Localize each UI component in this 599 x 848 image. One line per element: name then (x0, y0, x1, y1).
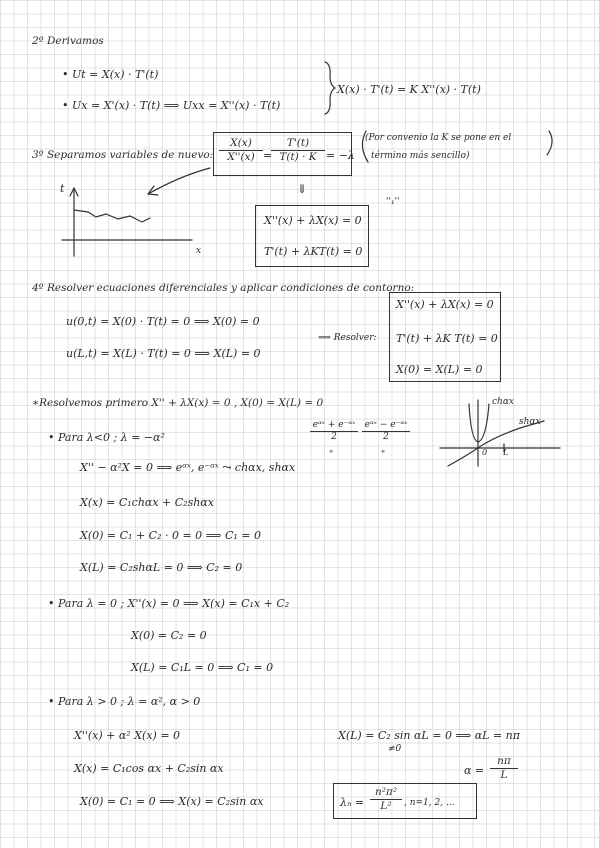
graph-label-sinh: shαx (519, 417, 541, 427)
separation-frac-right: $\frac{T'(t)}{T(t) \cdot K}$ (271, 137, 325, 164)
alpha-lhs: α = (464, 764, 485, 777)
temporal-equation: T'(t) + λKT(t) = 0 (264, 245, 363, 258)
equals-sign: = (263, 149, 273, 162)
graph-sinh-curve (448, 421, 544, 466)
problem-eq-2: T'(t) + λK T(t) = 0 (396, 332, 498, 345)
down-arrow-icon: ⇓ (297, 182, 308, 196)
boundary-condition-2: u(L,t) = X(L) · T(t) = 0 ⟹ X(L) = 0 (66, 347, 261, 360)
boundary-condition-1: u(0,t) = X(0) · T(t) = 0 ⟹ X(0) = 0 (66, 315, 260, 328)
lambda-n-range: , n=1, 2, ... (404, 798, 455, 808)
lambda-n-lhs: λₙ = (340, 796, 365, 809)
sketch-solution-curve (74, 210, 150, 222)
step2-result: X(x) · T'(t) = K X''(x) · T(t) (337, 83, 481, 96)
problem-eq-3: X(0) = X(L) = 0 (396, 363, 483, 376)
case3-line1: X''(x) + α² X(x) = 0 (74, 729, 181, 742)
cosh-definition: eᵅˣ + e⁻ᵅˣ 2 (310, 420, 358, 444)
case3-line2: X(x) = C₁cos αx + C₂sin αx (74, 762, 224, 775)
case3-label: • Para λ > 0 ; λ = α², α > 0 (48, 695, 201, 708)
case2-label: • Para λ = 0 ; X''(x) = 0 ⟹ X(x) = C₁x + C₂ (48, 597, 290, 610)
step2-line2: • Ux = X'(x) · T(t) ⟹ Uxx = X''(x) · T(t) (62, 99, 281, 112)
alpha-fraction: $\frac{n\pi}{L}$ (490, 755, 518, 782)
resolver-label: ⟹ Resolver: (318, 333, 377, 343)
case1-label: • Para λ<0 ; λ = −α² (48, 431, 165, 444)
case1-line4: X(L) = C₂shαL = 0 ⟹ C₂ = 0 (80, 561, 243, 574)
scribble-mark: ''₁'' (386, 197, 400, 207)
case3-right-line1: X(L) = C₂ sin αL = 0 ⟹ αL = nπ (338, 729, 520, 742)
graph-label-origin: 0 (482, 448, 488, 457)
curved-arrow (148, 168, 210, 194)
step3-title: 3º Separamos variables de nuevo: (32, 149, 214, 161)
case2-line1: X(0) = C₂ = 0 (131, 629, 207, 642)
case1-line2: X(x) = C₁chαx + C₂shαx (80, 496, 214, 509)
curved-arrow-head (148, 186, 158, 195)
spatial-equation: X''(x) + λX(x) = 0 (264, 214, 362, 227)
case1-line1: X'' − α²X = 0 ⟹ eᵅˣ, e⁻ᵅˣ ⤳ chαx, shαx (80, 461, 296, 474)
lambda-n-fraction: $\frac{\text{n²π²}}{\text{L²}}$ (370, 786, 402, 813)
note-paren-right (547, 131, 552, 155)
separation-frac-left: $\frac{X(x)}{X''(x)}$ (219, 137, 263, 164)
case1-line3: X(0) = C₁ + C₂ · 0 = 0 ⟹ C₁ = 0 (80, 529, 261, 542)
note-paren-left (362, 131, 368, 162)
case3-line3: X(0) = C₁ = 0 ⟹ X(x) = C₂sin αx (80, 795, 264, 808)
separation-lambda: = −λ (326, 149, 355, 162)
solve-title: ∗Resolvemos primero X'' + λX(x) = 0 , X(0) = X(L) = 0 (32, 397, 324, 409)
graph-label-L: L (503, 448, 509, 457)
sketch-axis-x: x (196, 246, 202, 256)
problem-eq-1: X''(x) + λX(x) = 0 (396, 298, 494, 311)
equivalence-mark-1: " (329, 450, 334, 460)
case2-line2: X(L) = C₁L = 0 ⟹ C₁ = 0 (131, 661, 274, 674)
sinh-definition: eᵅˣ − e⁻ᵅˣ 2 (362, 420, 410, 444)
convention-note-line1: (Por convenio la K se pone en el (365, 133, 512, 143)
convention-note-line2: término más sencillo) (371, 151, 470, 161)
step2-title: 2º Derivamos (32, 35, 104, 47)
step2-line1: • Ut = X(x) · T'(t) (62, 68, 159, 81)
case3-nonzero-note: ≠0 (388, 744, 402, 754)
step4-title: 4º Resolver ecuaciones diferenciales y aplicar condiciones de contorno: (32, 282, 415, 294)
step2-right-brace (325, 62, 335, 114)
graph-cosh-curve (469, 404, 489, 442)
sketch-axis-t: t (60, 182, 65, 195)
graph-label-cosh: chαx (492, 397, 514, 407)
equivalence-mark-2: " (381, 450, 386, 460)
